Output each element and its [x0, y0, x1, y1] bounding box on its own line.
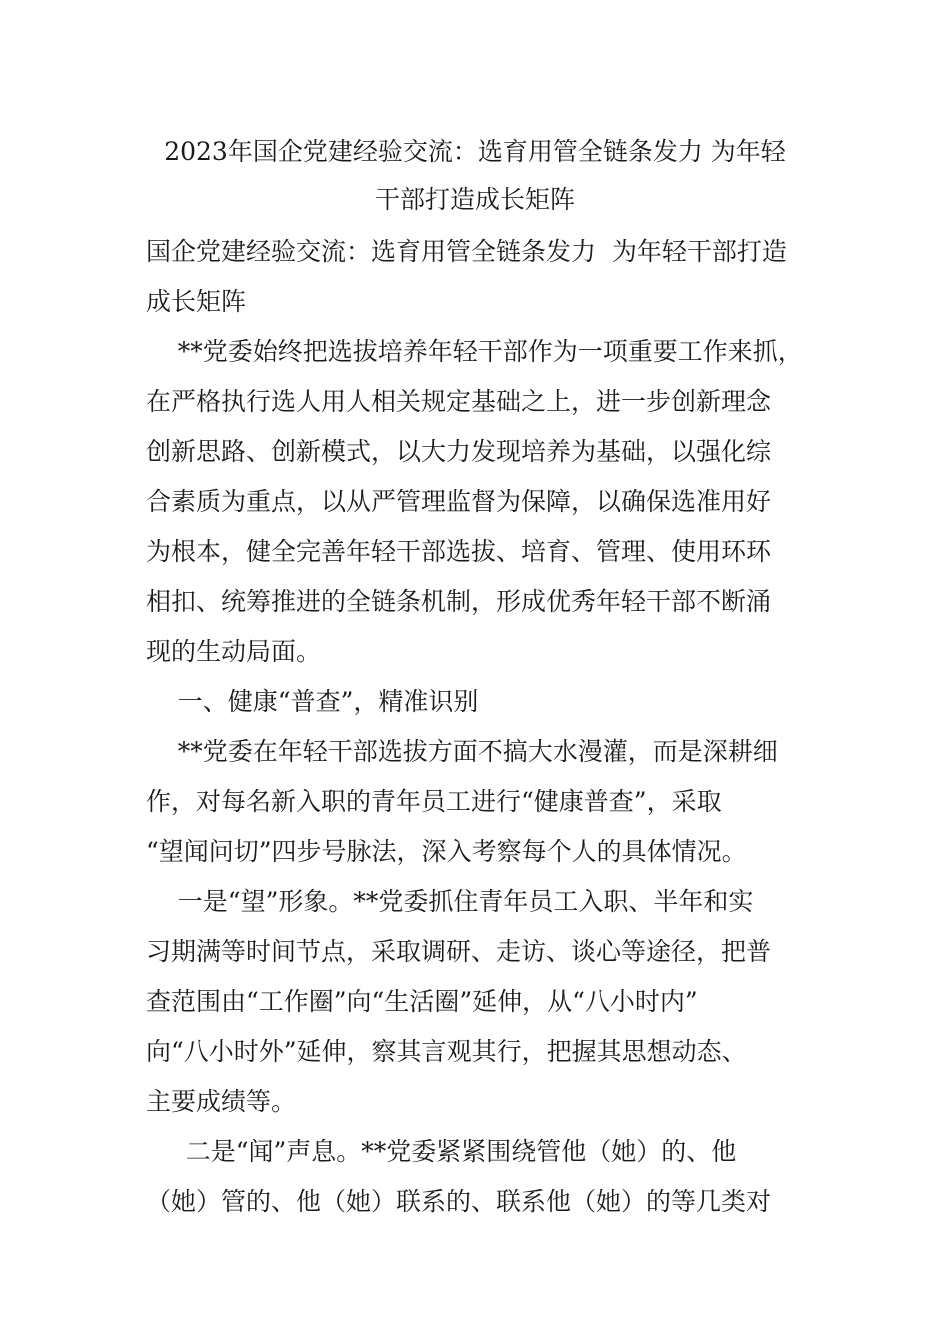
- body-line: （她）管的、他（她）联系的、联系他（她）的等几类对: [146, 1187, 772, 1216]
- body-line: 习期满等时间节点，采取调研、走访、谈心等途径，把普: [146, 937, 772, 966]
- body-line: 主要成绩等。: [146, 1087, 297, 1116]
- section-heading: 一、健康“普查”，精准识别: [146, 687, 479, 716]
- body-line: 创新思路、创新模式，以大力发现培养为基础，以强化综: [146, 437, 772, 466]
- body-line: 二是“闻”声息。**党委紧紧围绕管他（她）的、他: [146, 1137, 737, 1166]
- body-line: 向“八小时外”延伸，察其言观其行，把握其思想动态、: [146, 1037, 747, 1066]
- body-line: 现的生动局面。: [146, 637, 322, 666]
- body-line: “望闻问切”四步号脉法，深入考察每个人的具体情况。: [146, 837, 747, 866]
- body-line: 国企党建经验交流：选育用管全链条发力 为年轻干部打造: [146, 237, 787, 266]
- document-title-line-2: 干部打造成长矩阵: [374, 185, 575, 214]
- body-line: **党委始终把选拔培养年轻干部作为一项重要工作来抓，: [146, 337, 803, 366]
- body-line: 合素质为重点，以从严管理监督为保障，以确保选准用好: [146, 487, 772, 516]
- body-line: 成长矩阵: [146, 287, 247, 316]
- body-line: 查范围由“工作圈”向“生活圈”延伸，从“八小时内”: [146, 987, 698, 1016]
- body-line: 为根本，健全完善年轻干部选拔、培育、管理、使用环环: [146, 537, 772, 566]
- body-line: 在严格执行选人用人相关规定基础之上，进一步创新理念: [146, 387, 772, 416]
- body-line: 作，对每名新入职的青年员工进行“健康普查”，采取: [146, 787, 722, 816]
- body-line: 相扣、统筹推进的全链条机制，形成优秀年轻干部不断涌: [146, 587, 772, 616]
- body-line: 一是“望”形象。**党委抓住青年员工入职、半年和实: [146, 887, 754, 916]
- document-title-line-1: 2023年国企党建经验交流：选育用管全链条发力 为年轻: [164, 137, 786, 166]
- body-line: **党委在年轻干部选拔方面不搞大水漫灌，而是深耕细: [146, 737, 778, 766]
